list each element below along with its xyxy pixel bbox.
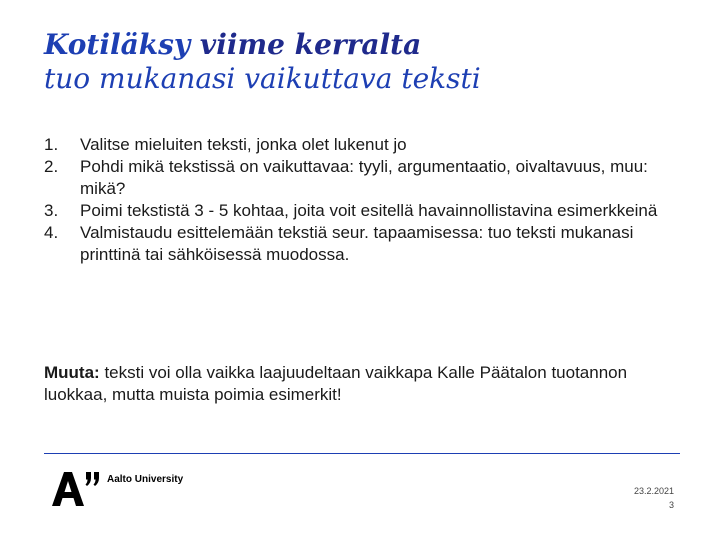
step-text: Valmistaudu esittelemään tekstiä seur. tapaamisessa: tuo teksti mukanasi printtinä tai sähköisessä muodossa. (80, 223, 634, 264)
note-text: teksti voi olla vaikka laajuudeltaan vaikkapa Kalle Päätalon tuotannon luokkaa, mutta muista poimia esimerkit! (44, 363, 628, 404)
step-number: 3. (44, 201, 59, 220)
note-paragraph (44, 362, 694, 406)
logo-text: Aalto University (107, 474, 184, 485)
title-line-2: tuo mukanasi vaikuttava teksti (44, 62, 481, 95)
footer-meta (634, 484, 674, 512)
step-text: Poimi tekstistä 3 - 5 kohtaa, joita voit esitellä havainnollistavina esimerkkeinä (80, 201, 658, 220)
aalto-logo-mark-icon (50, 468, 104, 508)
steps-list (44, 134, 684, 266)
step-number: 2. (44, 157, 59, 176)
step-text: Valitse mieluiten teksti, jonka olet lukenut jo (80, 135, 407, 154)
aalto-logo (50, 468, 210, 508)
note-label: Muuta: (44, 363, 100, 382)
title-emphasis: Kotiläksy (44, 28, 191, 61)
step-item (44, 222, 684, 266)
slide-date: 23.2.2021 (633, 486, 674, 496)
step-number: 4. (44, 223, 59, 242)
slide-title (44, 28, 684, 96)
step-text: Pohdi mikä tekstissä on vaikuttavaa: tyyli, argumentaatio, oivaltavuus, muu: mikä? (80, 157, 648, 198)
step-item (44, 156, 684, 200)
step-item (44, 200, 684, 222)
title-rest: viime kerralta (190, 28, 422, 61)
title-line-1 (44, 28, 684, 62)
page-number: 3 (668, 500, 674, 510)
step-number: 1. (44, 135, 59, 154)
footer-divider (44, 453, 680, 454)
step-item (44, 134, 684, 156)
